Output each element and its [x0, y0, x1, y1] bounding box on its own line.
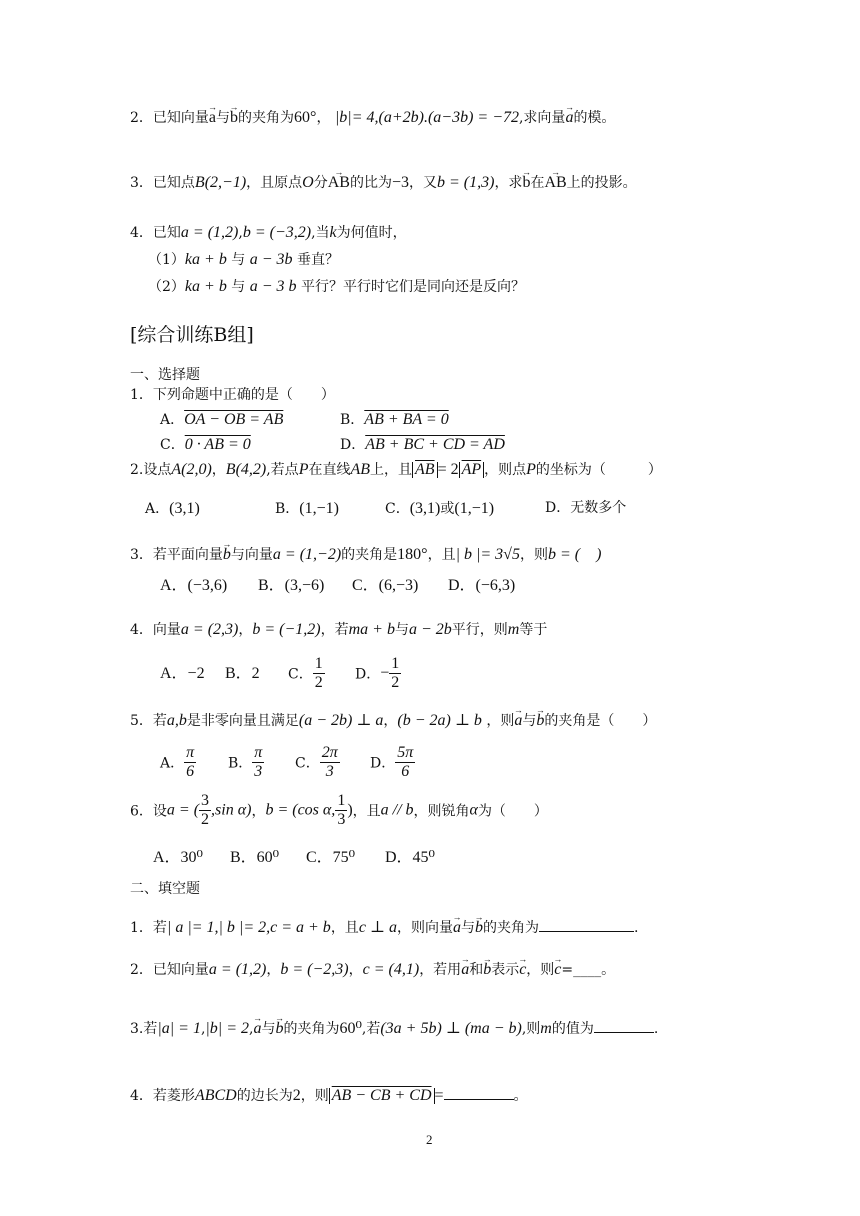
condition-2: (b − 2a) ⊥ b [397, 712, 482, 729]
text: 5．若 [130, 713, 167, 729]
vector-b-value: b = (−2,3) [280, 961, 349, 978]
choice-q2-option-d [545, 501, 626, 515]
text: ，又 [408, 175, 437, 191]
text: 上的投影。 [566, 175, 637, 191]
perp-expr: c ⊥ a [358, 919, 397, 936]
choice-heading: 一、选择题 [130, 367, 200, 383]
text: 2．已知向量 [130, 962, 209, 978]
option-label: C． [288, 666, 313, 683]
text: ， [383, 713, 398, 729]
expr: a = ( [166, 801, 200, 819]
var-m: m [507, 621, 520, 638]
choice-q4-option-b: B．2 [225, 665, 260, 682]
text: 垂直？ [296, 252, 339, 268]
angle-value: 180° [397, 546, 428, 563]
text: ，则 [519, 547, 548, 563]
choice-q2-option-c [385, 501, 494, 517]
vector-b: → b [483, 962, 491, 978]
vector-a: → a [461, 962, 469, 978]
text: = [434, 1087, 444, 1104]
denominator: 6 [186, 763, 195, 780]
expr: ka + b [184, 251, 227, 268]
text: ，则点 [484, 462, 527, 478]
choice-q5-option-b [228, 744, 264, 781]
text: ，若用 [419, 962, 462, 978]
vector-a-value: a = (2,3) [180, 621, 239, 638]
option-label: D． [545, 500, 571, 516]
text: 4．若菱形 [130, 1088, 195, 1104]
choice-q6-option-b: B．60⁰ [230, 849, 280, 866]
text: 已知点 [152, 175, 195, 191]
text: 与 [394, 622, 409, 638]
text: 与 [216, 110, 231, 126]
fill-q3 [130, 1018, 658, 1037]
option-expr: (1,−1) [299, 500, 339, 517]
perp-expr: (3a + 5b) ⊥ (ma − b) [380, 1020, 522, 1037]
answer-blank[interactable]: =____。 [561, 962, 616, 978]
choice-q1-option-a [160, 412, 283, 428]
numerator: 1 [391, 655, 400, 672]
option-label: C． [385, 501, 410, 517]
abs-ap: $\overline{AP}$ [459, 462, 485, 478]
numerator: 5π [397, 744, 414, 761]
q-number: 2． [130, 110, 153, 126]
modulus-a: |a| = 1 [157, 1020, 201, 1037]
option-expr: 0 · AB = 0 [184, 436, 251, 453]
text: ，求 [494, 175, 523, 191]
text: , [200, 1021, 206, 1037]
q-number: 4． [130, 225, 153, 241]
numerator: π [186, 744, 195, 761]
vector-ab: → AB [544, 175, 566, 191]
option-label: B． [275, 501, 300, 517]
expr: ma + b [348, 621, 395, 638]
angle-value: 60° [294, 109, 317, 126]
option-label: C． [160, 437, 185, 453]
text: . [653, 1021, 659, 1037]
text: ， [266, 962, 281, 978]
choice-q4-option-d [355, 655, 401, 692]
fill-q2 [130, 962, 615, 978]
var-k: k [329, 224, 337, 241]
numerator: 1 [337, 792, 346, 809]
modulus-b: | b |= 3√5 [455, 546, 520, 563]
text: . [633, 920, 639, 936]
vector-b-value: b = (1,3) [436, 174, 495, 191]
text: , [249, 1021, 254, 1037]
point-p: P [526, 461, 536, 478]
text: 3．若平面向量 [130, 547, 223, 563]
vector-b: → b [536, 713, 544, 729]
q2-line [130, 110, 615, 126]
choice-q5-stem [130, 713, 656, 729]
text: 的模。 [573, 110, 616, 126]
vector-a: → a [453, 920, 461, 936]
text: ， [316, 110, 331, 126]
option-label: D． [340, 437, 366, 453]
text: ,求向量 [518, 110, 566, 126]
q4-sub1 [148, 252, 339, 268]
choice-q5-option-c [295, 744, 340, 781]
vector-b: → b [223, 547, 231, 563]
page-number: 2 [426, 1132, 433, 1147]
text: 的比为 [349, 175, 392, 191]
option-label: C． [295, 755, 320, 772]
option-label: A． [145, 501, 170, 517]
vector-a-value: a = (1,2) [180, 224, 239, 241]
fraction [320, 744, 340, 781]
sign: − [380, 664, 390, 682]
text: 已知向量 [152, 110, 209, 126]
text: 为（ ） [477, 803, 548, 820]
fraction [395, 744, 415, 781]
option-label: A． [160, 755, 185, 772]
ratio-value: −3 [391, 174, 409, 191]
text: 与 [231, 279, 246, 295]
text: 等于 [519, 622, 548, 638]
fill-q4 [130, 1085, 528, 1104]
choice-q1-option-c [160, 437, 251, 453]
choice-q4-option-c [288, 655, 325, 692]
q4-sub2 [148, 279, 525, 295]
var-alpha: α [469, 801, 478, 819]
option-label: B． [340, 412, 365, 428]
denominator: 3 [254, 763, 263, 780]
fraction [252, 744, 264, 781]
numerator: 1 [314, 655, 323, 672]
vector-a: → a [565, 110, 573, 126]
text: 的夹角为 [482, 920, 539, 936]
text: 。 [513, 1088, 528, 1104]
option-label: A． [160, 412, 185, 428]
vector-c: → c [554, 962, 561, 978]
vector-a: → a [514, 713, 522, 729]
var-m: m [540, 1020, 552, 1037]
text: 与向量 [230, 547, 273, 563]
choice-q3-stem [130, 547, 601, 563]
choice-q6-option-c: C．75⁰ [306, 849, 356, 866]
text: ,当 [311, 225, 330, 241]
side-length: 2 [292, 1087, 301, 1104]
text: 与 [522, 713, 537, 729]
text: 的夹角是 [341, 547, 398, 563]
text: ， [348, 962, 363, 978]
vector-b: → b [275, 1021, 283, 1037]
denominator: 2 [201, 811, 210, 828]
denominator: 2 [314, 674, 323, 691]
fraction [199, 792, 211, 829]
point-p: P [298, 461, 309, 478]
vector-b-value: b = (−1,2) [252, 621, 321, 638]
option-label: D． [355, 666, 381, 683]
vector-a: → a [209, 110, 216, 126]
vector-b: → b [475, 920, 483, 936]
text: 的坐标为（ ） [535, 462, 662, 478]
expr: ) [347, 801, 353, 819]
text: 1．若 [130, 920, 167, 936]
option-label: B． [228, 755, 253, 772]
point-b: B(4,2) [225, 461, 267, 478]
text: 或 [440, 501, 455, 517]
denominator: 2 [391, 674, 400, 691]
vector-c: → c [519, 962, 526, 978]
expr: a − 2b [408, 621, 452, 638]
text: , [238, 225, 243, 241]
choice-q3-option-c: C．(6,−3) [352, 577, 419, 594]
text: 是非零向量且满足 [186, 713, 299, 729]
choice-q4-stem [130, 622, 547, 638]
fraction [335, 792, 347, 829]
choice-q6-stem [130, 792, 548, 829]
expr: a − 3 b [249, 278, 297, 295]
text: 的夹角为 [238, 110, 295, 126]
point-o: O [302, 174, 314, 191]
vector-b: → b [522, 175, 530, 191]
text: 为何值时， [336, 225, 407, 241]
condition-expr: | a |= 1,| b |= 2,c = a + b [166, 919, 331, 936]
text: 在 [530, 175, 545, 191]
sub-label: （1） [148, 252, 185, 268]
text: ， [211, 462, 226, 478]
denominator: 3 [337, 811, 346, 828]
text: ，则向量 [396, 920, 453, 936]
option-expr: (1,−1) [454, 500, 495, 517]
text: 和 [469, 962, 484, 978]
denominator: 6 [401, 763, 410, 780]
text: 的夹角是（ ） [544, 713, 657, 729]
text: 在直线 [308, 462, 351, 478]
q4-line [130, 225, 407, 241]
option-expr: OA − OB = AB [184, 411, 284, 428]
point-a: A(2,0) [171, 461, 212, 478]
text: ，且 [330, 920, 359, 936]
choice-q6-option-d: D．45⁰ [385, 849, 435, 866]
expr: ka + b [184, 278, 227, 295]
option-expr: AB + BA = 0 [364, 411, 449, 428]
numerator: π [254, 744, 263, 761]
choice-q3-option-b: B．(3,−6) [258, 577, 325, 594]
fill-q1 [130, 917, 638, 936]
answer-blank[interactable] [444, 1085, 514, 1100]
abs-ab: $\overline{AB}$ [412, 462, 438, 478]
vector-a-value: a = (1,−2) [272, 546, 342, 563]
condition-1: (a − 2b) ⊥ a [298, 712, 384, 729]
sub-label: （2） [148, 279, 185, 295]
modulus-b: |b| = 2 [205, 1020, 249, 1037]
answer-slot: b = ( ) [547, 546, 602, 563]
answer-blank[interactable] [539, 917, 634, 932]
choice-q1-option-b [340, 412, 449, 428]
text: 与 [261, 1021, 276, 1037]
option-expr: (3,1) [169, 500, 200, 517]
text: ，且 [352, 803, 381, 820]
text: 分 [313, 175, 328, 191]
expr: a − 3b [249, 251, 293, 268]
option-expr: AB + BC + CD = AD [365, 436, 505, 453]
text: ， [238, 622, 253, 638]
text: 的值为 [551, 1021, 594, 1037]
text: ，则锐角 [413, 803, 470, 820]
fill-heading: 二、填空题 [130, 881, 200, 897]
vector-a: → a [253, 1021, 261, 1037]
line-ab: AB [350, 461, 371, 478]
text: ，且 [427, 547, 456, 563]
choice-q4-option-a: A．−2 [160, 665, 205, 682]
numerator: 3 [201, 792, 210, 809]
answer-blank[interactable] [594, 1018, 654, 1033]
choice-q3-option-d: D．(−6,3) [448, 577, 516, 594]
text: 与 [460, 920, 475, 936]
text: ，且原点 [246, 175, 303, 191]
text: 3.若 [130, 1021, 158, 1037]
vector-a-value: a = (1,2) [208, 961, 267, 978]
option-expr: 无数多个 [570, 500, 627, 516]
text: 上，且 [370, 462, 413, 478]
point-b: B(2,−1) [194, 174, 247, 191]
fraction [313, 655, 325, 692]
text: 平行，则 [451, 622, 508, 638]
denominator: 3 [325, 763, 334, 780]
text: ,若 [361, 1021, 381, 1037]
choice-q6-option-a: A．30⁰ [153, 849, 203, 866]
choice-q2-stem [130, 462, 662, 478]
text: 2.设点 [130, 462, 172, 478]
condition-expr: |b|= 4,(a+2b).(a−3b) = −72 [334, 109, 519, 126]
vector-c-value: c = (4,1) [362, 961, 420, 978]
vector-b-value: b = (−3,2) [242, 224, 312, 241]
vector-b: → b [230, 110, 238, 126]
text: 平行？平行时它们是同向还是反向？ [300, 279, 525, 295]
choice-q5-option-a [160, 744, 196, 781]
fraction [389, 655, 401, 692]
text: 与 [231, 252, 246, 268]
text: ， [251, 803, 266, 820]
choice-q1-option-d [340, 437, 505, 453]
option-label: D． [370, 755, 396, 772]
text: = 2 [437, 461, 459, 478]
q3-line [130, 175, 637, 191]
parallel-expr: a // b [380, 801, 414, 819]
text: 已知 [152, 225, 181, 241]
shape-name: ABCD [194, 1087, 237, 1104]
text: 的边长为 [236, 1088, 293, 1104]
q-number: 3． [130, 175, 153, 191]
text: ,则 [521, 1021, 541, 1037]
abs-expr: AB − CB + CD [329, 1088, 435, 1104]
choice-q2-option-b [275, 501, 339, 517]
option-expr: (3,1) [409, 500, 441, 517]
expr: b = (cos α, [265, 801, 336, 819]
text: 的夹角为 [283, 1021, 340, 1037]
text: ，则 [526, 962, 555, 978]
vector-ab: → AB [328, 175, 350, 191]
vectors-ab: a,b [166, 712, 187, 729]
text: ,若点 [266, 462, 299, 478]
fraction [184, 744, 196, 781]
expr: ,sin α) [211, 801, 252, 819]
text: ，则 [300, 1088, 329, 1104]
numerator: 2π [321, 744, 338, 761]
section-title: [综合训练B组] [130, 324, 254, 346]
angle-value: 60⁰ [339, 1020, 362, 1037]
text: 6．设 [130, 803, 167, 820]
text: 4．向量 [130, 622, 181, 638]
choice-q3-option-a: A．(−3,6) [160, 577, 228, 594]
choice-q2-option-a [145, 501, 200, 517]
text: 表示 [491, 962, 520, 978]
choice-q5-option-d [370, 744, 415, 781]
text: ，则 [486, 713, 515, 729]
choice-q1-stem: 1．下列命题中正确的是（ ） [130, 387, 335, 403]
text: ，若 [320, 622, 349, 638]
